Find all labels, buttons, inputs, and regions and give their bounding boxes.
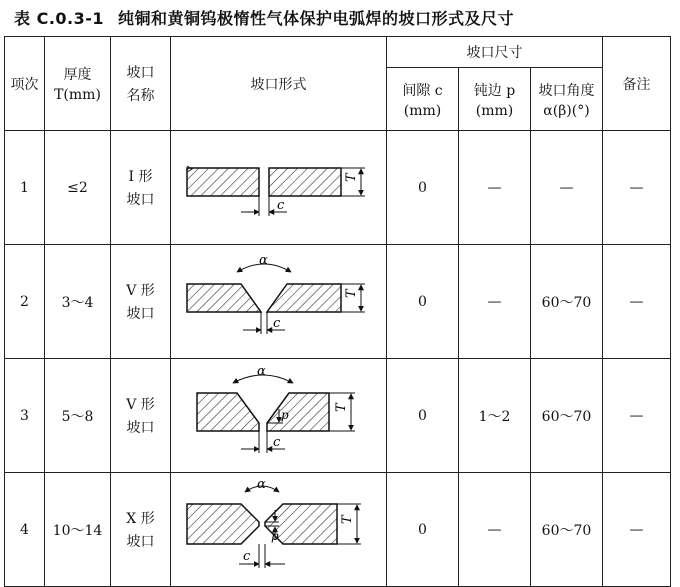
cell-thickness: 10～14 <box>45 473 111 587</box>
cell-angle: 60～70 <box>531 245 603 359</box>
groove-name-2: 坡口 <box>126 306 155 322</box>
v-groove-diagram <box>179 250 379 354</box>
groove-name-1: V 形 <box>126 283 155 299</box>
cell-angle: 60～70 <box>531 473 603 587</box>
left-plate <box>187 168 259 196</box>
table-title <box>14 6 674 30</box>
cell-thickness: ≤2 <box>45 131 111 245</box>
header-angle-label: 坡口角度 <box>538 82 595 99</box>
cell-groove-name <box>111 473 171 587</box>
cell-angle: 60～70 <box>531 359 603 473</box>
groove-name-1: I 形 <box>128 169 153 185</box>
thickness-label: T <box>333 402 349 412</box>
root-face-label: p <box>280 407 289 422</box>
gap-label: c <box>276 197 284 213</box>
cell-root-face: 1～2 <box>459 359 531 473</box>
right-plate <box>267 393 329 431</box>
cell-gap: 0 <box>387 131 459 245</box>
header-groove-name <box>111 37 171 131</box>
angle-label: α <box>256 477 266 492</box>
cell-remarks: — <box>603 473 671 587</box>
thickness-label: T <box>343 288 359 298</box>
table-row <box>5 359 671 473</box>
header-remarks: 备注 <box>603 37 671 131</box>
thickness-label: T <box>339 514 355 524</box>
right-plate <box>267 284 341 312</box>
header-gap-label: 间隙 c <box>402 82 443 99</box>
header-thickness-unit: T(mm) <box>54 87 101 103</box>
cell-root-face: — <box>459 131 531 245</box>
cell-no: 3 <box>5 359 45 473</box>
cell-gap: 0 <box>387 245 459 359</box>
cell-gap: 0 <box>387 359 459 473</box>
cell-groove-form <box>171 245 387 359</box>
cell-thickness: 3～4 <box>45 245 111 359</box>
right-plate <box>269 168 341 196</box>
header-root-face-unit: (mm) <box>475 102 514 119</box>
cell-groove-name <box>111 131 171 245</box>
header-root-face-label: 钝边 p <box>473 82 516 99</box>
header-thickness-label: 厚度 <box>63 67 92 83</box>
table-caption: 纯铜和黄铜钨极惰性气体保护电弧焊的坡口形式及尺寸 <box>118 9 515 28</box>
table-row <box>5 245 671 359</box>
cell-no: 1 <box>5 131 45 245</box>
cell-gap: 0 <box>387 473 459 587</box>
groove-name-2: 坡口 <box>126 192 155 208</box>
groove-name-1: V 形 <box>126 397 155 413</box>
header-groove-name-2: 名称 <box>126 88 155 104</box>
header-gap-unit: (mm) <box>403 102 442 119</box>
i-groove-diagram <box>179 138 379 238</box>
cell-no: 4 <box>5 473 45 587</box>
groove-spec-table <box>4 36 671 587</box>
cell-no: 2 <box>5 245 45 359</box>
table-row <box>5 131 671 245</box>
header-angle-unit: α(β)(°) <box>543 102 590 119</box>
cell-root-face: — <box>459 245 531 359</box>
v-groove-root-face-diagram <box>179 363 379 469</box>
groove-name-1: X 形 <box>126 511 155 527</box>
cell-groove-form <box>171 359 387 473</box>
gap-label: c <box>242 548 250 564</box>
cell-root-face: — <box>459 473 531 587</box>
cell-angle: — <box>531 131 603 245</box>
header-gap <box>387 68 459 131</box>
left-plate <box>187 504 259 544</box>
groove-name-2: 坡口 <box>126 420 155 436</box>
thickness-label: T <box>343 172 359 182</box>
root-face-label: p <box>270 528 279 543</box>
cell-remarks: — <box>603 245 671 359</box>
gap-label: c <box>272 315 280 331</box>
header-item-no: 项次 <box>5 37 45 131</box>
header-root-face <box>459 68 531 131</box>
left-plate <box>187 284 261 312</box>
cell-groove-name <box>111 359 171 473</box>
gap-label: c <box>272 434 280 450</box>
header-angle <box>531 68 603 131</box>
cell-groove-form <box>171 473 387 587</box>
table-number: 表 C.0.3-1 <box>14 9 105 28</box>
cell-groove-form <box>171 131 387 245</box>
header-thickness <box>45 37 111 131</box>
angle-label: α <box>258 252 268 268</box>
cell-remarks: — <box>603 359 671 473</box>
table-row <box>5 473 671 587</box>
cell-remarks: — <box>603 131 671 245</box>
header-groove-size: 坡口尺寸 <box>387 37 603 68</box>
left-plate <box>197 393 259 431</box>
cell-thickness: 5～8 <box>45 359 111 473</box>
cell-groove-name <box>111 245 171 359</box>
x-groove-diagram <box>179 478 379 582</box>
groove-name-2: 坡口 <box>126 534 155 550</box>
angle-label: α <box>256 363 266 379</box>
header-groove-form: 坡口形式 <box>171 37 387 131</box>
header-groove-name-1: 坡口 <box>126 65 155 81</box>
